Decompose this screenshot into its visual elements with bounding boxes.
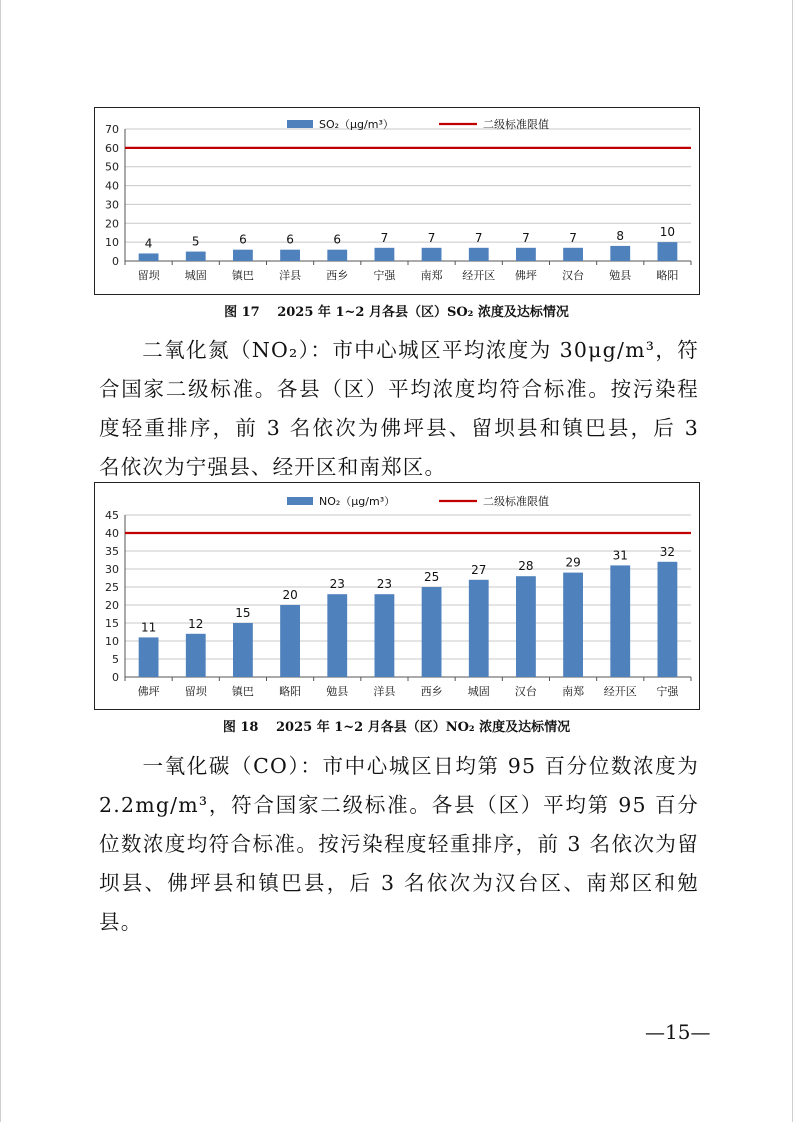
no2-data-label: 31 bbox=[612, 548, 628, 563]
so2-bar bbox=[658, 242, 678, 261]
no2-legend-label: NO₂（μg/m³） bbox=[319, 495, 396, 508]
so2-chart bbox=[94, 107, 700, 295]
no2-x-tick-label: 经开区 bbox=[603, 685, 637, 698]
so2-x-tick-label: 宁强 bbox=[373, 269, 396, 282]
no2-x-tick-label: 略阳 bbox=[279, 685, 302, 698]
so2-y-tick-label: 40 bbox=[105, 179, 119, 193]
so2-x-tick-label: 汉台 bbox=[562, 269, 585, 282]
so2-bar bbox=[469, 248, 489, 261]
no2-legend-swatch bbox=[287, 497, 313, 505]
so2-y-tick-label: 50 bbox=[105, 160, 119, 174]
so2-bar bbox=[563, 248, 583, 261]
no2-y-tick-label: 5 bbox=[112, 653, 119, 666]
so2-data-label: 5 bbox=[191, 234, 200, 249]
no2-legend-label: 二级标准限值 bbox=[483, 495, 549, 508]
no2-bar bbox=[422, 587, 442, 677]
no2-y-tick-label: 35 bbox=[105, 545, 119, 558]
no2-x-tick-label: 佛坪 bbox=[137, 685, 160, 698]
so2-bar bbox=[186, 252, 206, 261]
no2-data-label: 23 bbox=[376, 577, 393, 592]
so2-x-tick-label: 镇巴 bbox=[231, 269, 254, 282]
so2-data-label: 7 bbox=[380, 230, 389, 245]
no2-data-label: 11 bbox=[140, 620, 157, 635]
no2-data-label: 28 bbox=[518, 559, 534, 574]
so2-x-tick-label: 西乡 bbox=[326, 269, 349, 282]
no2-x-tick-label: 汉台 bbox=[514, 685, 537, 698]
no2-data-label: 23 bbox=[329, 577, 345, 592]
page-edge-left bbox=[0, 0, 1, 1122]
no2-bar bbox=[327, 594, 347, 677]
so2-data-label: 7 bbox=[569, 230, 577, 245]
no2-data-label: 12 bbox=[188, 616, 204, 631]
so2-data-label: 7 bbox=[427, 230, 436, 245]
so2-data-label: 7 bbox=[474, 230, 483, 245]
page-number: —15— bbox=[645, 1020, 711, 1044]
so2-y-tick-label: 10 bbox=[105, 236, 119, 250]
no2-chart-svg bbox=[95, 483, 701, 711]
so2-x-tick-label: 洋县 bbox=[279, 269, 302, 282]
so2-x-tick-label: 留坝 bbox=[137, 269, 160, 282]
no2-bar bbox=[233, 623, 253, 677]
no2-bar bbox=[563, 573, 583, 677]
so2-y-tick-label: 0 bbox=[112, 255, 119, 268]
no2-x-tick-label: 城固 bbox=[467, 685, 490, 698]
figure-18-caption: 图 18 2025 年 1~2 月各县（区）NO₂ 浓度及达标情况 bbox=[222, 720, 571, 735]
no2-data-label: 32 bbox=[659, 544, 676, 559]
so2-bar bbox=[516, 248, 536, 261]
co-paragraph-text: 一氧化碳（CO）：市中心城区日均第 95 百分位数浓度为 2.2mg/m³，符合国家二级标准。各县（区）平均第 95 百分位数浓度均符合标准。按污染程度轻重排序，前 3 名依次为留坝县、佛坪县和镇巴县，后 3 名依次为汉台区、南郑区和勉县。 bbox=[99, 754, 699, 934]
no2-data-label: 20 bbox=[282, 588, 298, 602]
no2-y-tick-label: 15 bbox=[105, 617, 119, 630]
no2-y-tick-label: 20 bbox=[105, 599, 119, 612]
no2-y-tick-label: 25 bbox=[105, 581, 119, 594]
so2-y-tick-label: 20 bbox=[105, 217, 119, 231]
no2-data-label: 25 bbox=[423, 570, 440, 584]
so2-data-label: 6 bbox=[239, 232, 247, 247]
no2-bar bbox=[516, 576, 536, 677]
no2-bar bbox=[139, 637, 159, 677]
so2-data-label: 10 bbox=[659, 225, 676, 240]
so2-chart-svg bbox=[95, 108, 701, 296]
so2-x-tick-label: 略阳 bbox=[656, 269, 679, 282]
co-paragraph bbox=[99, 747, 699, 942]
no2-bar bbox=[469, 580, 489, 677]
no2-bar bbox=[186, 634, 206, 677]
no2-paragraph-text: 二氧化氮（NO₂）：市中心城区平均浓度为 30μg/m³，符合国家二级标准。各县（区）平均浓度均符合标准。按污染程度轻重排序，前 3 名依次为佛坪县、留坝县和镇巴县，后 3 名依次为宁强县、经开区和南郑区。 bbox=[99, 338, 699, 479]
no2-x-tick-label: 留坝 bbox=[184, 685, 207, 698]
no2-data-label: 29 bbox=[565, 555, 581, 570]
no2-x-tick-label: 镇巴 bbox=[231, 685, 254, 698]
so2-bar bbox=[610, 246, 630, 261]
so2-x-tick-label: 南郑 bbox=[420, 269, 443, 282]
no2-x-tick-label: 南郑 bbox=[562, 685, 585, 698]
so2-legend-label: SO₂（μg/m³） bbox=[319, 118, 394, 131]
so2-y-tick-label: 30 bbox=[105, 198, 119, 212]
so2-data-label: 7 bbox=[522, 230, 530, 245]
no2-y-tick-label: 0 bbox=[112, 671, 119, 684]
no2-bar bbox=[610, 565, 630, 677]
so2-x-tick-label: 佛坪 bbox=[514, 269, 537, 282]
so2-legend-swatch bbox=[287, 120, 313, 128]
so2-y-tick-label: 60 bbox=[105, 141, 119, 155]
so2-data-label: 6 bbox=[286, 232, 294, 247]
no2-bar bbox=[375, 594, 395, 677]
so2-data-label: 8 bbox=[616, 228, 625, 243]
so2-bar bbox=[233, 250, 253, 261]
so2-y-tick-label: 70 bbox=[105, 123, 119, 136]
no2-x-tick-label: 西乡 bbox=[420, 685, 443, 698]
so2-data-label: 4 bbox=[144, 236, 153, 251]
no2-paragraph bbox=[99, 331, 699, 487]
no2-bar bbox=[280, 605, 300, 677]
no2-y-tick-label: 10 bbox=[105, 635, 119, 648]
so2-bar bbox=[422, 248, 442, 261]
no2-data-label: 15 bbox=[235, 606, 251, 620]
no2-y-tick-label: 45 bbox=[105, 509, 119, 522]
so2-x-tick-label: 经开区 bbox=[462, 269, 496, 282]
so2-x-tick-label: 勉县 bbox=[609, 269, 632, 282]
no2-x-tick-label: 洋县 bbox=[373, 685, 396, 698]
so2-bar bbox=[375, 248, 395, 261]
no2-y-tick-label: 40 bbox=[105, 527, 119, 540]
so2-x-tick-label: 城固 bbox=[184, 269, 207, 282]
so2-data-label: 6 bbox=[333, 232, 342, 247]
so2-bar bbox=[139, 253, 159, 261]
no2-bar bbox=[658, 562, 678, 677]
no2-x-tick-label: 勉县 bbox=[326, 685, 349, 698]
no2-x-tick-label: 宁强 bbox=[656, 685, 679, 698]
no2-data-label: 27 bbox=[471, 562, 487, 577]
no2-y-tick-label: 30 bbox=[105, 563, 119, 576]
so2-bar bbox=[280, 250, 300, 261]
so2-bar bbox=[327, 250, 347, 261]
no2-chart bbox=[94, 482, 700, 710]
so2-legend-label: 二级标准限值 bbox=[483, 118, 549, 131]
figure-17-caption: 图 17 2025 年 1~2 月各县（区）SO₂ 浓度及达标情况 bbox=[224, 305, 569, 320]
